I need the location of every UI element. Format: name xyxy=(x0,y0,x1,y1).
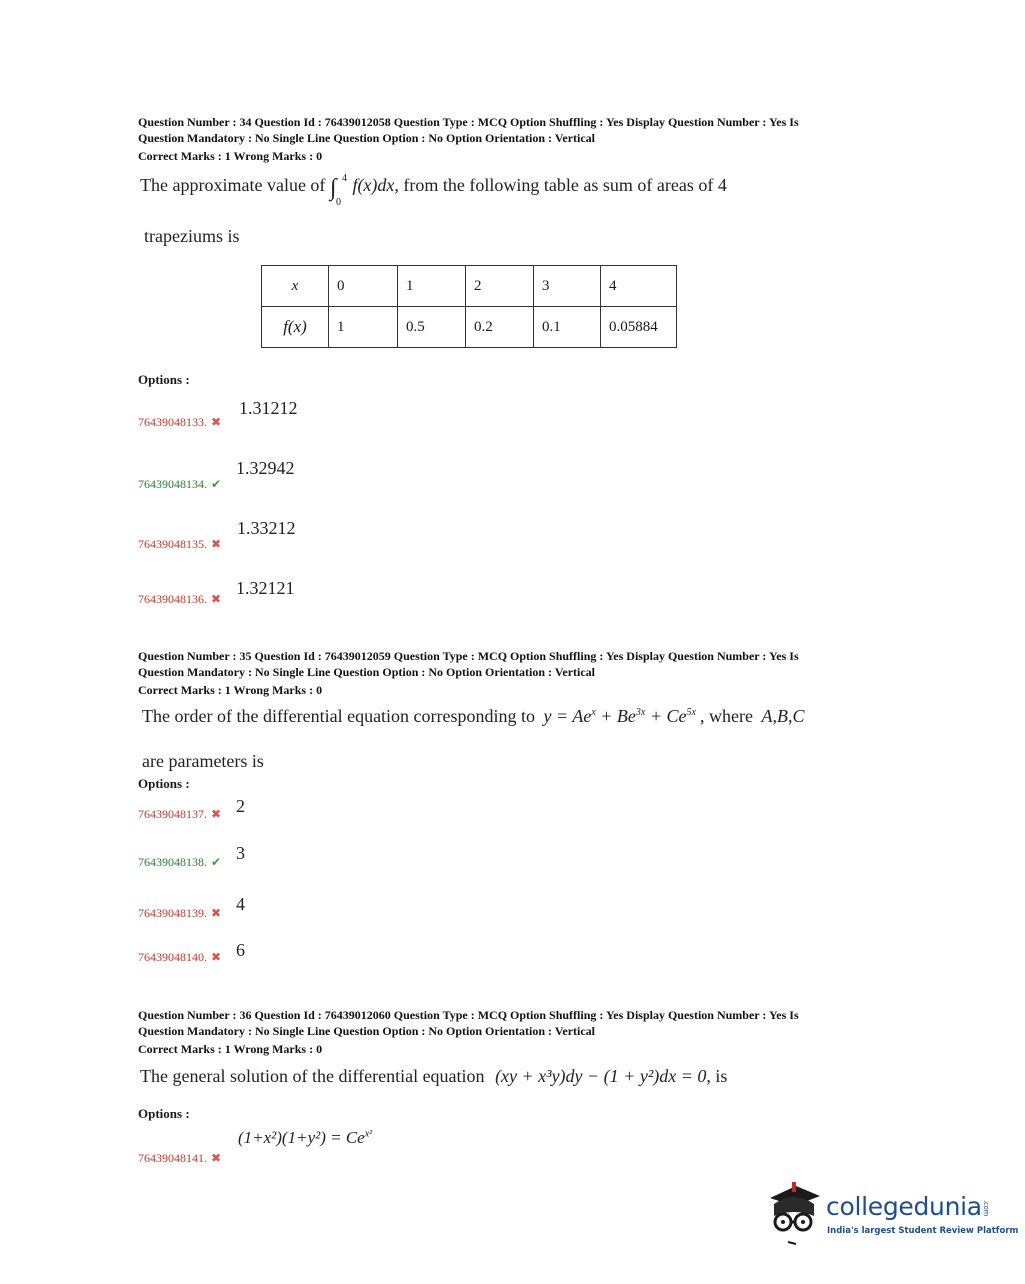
collegedunia-wordmark: collegedunia.com xyxy=(826,1192,990,1221)
q34-question-text xyxy=(140,173,727,208)
wrong-mark-icon: ✖ xyxy=(211,537,222,551)
table-row-x xyxy=(262,266,677,307)
option-id: 76439048133. xyxy=(138,415,207,429)
q36-meta-line2: Question Mandatory : No Single Line Question Option : No Option Orientation : Vertical xyxy=(138,1024,596,1038)
q35-question-text xyxy=(142,706,804,727)
q35-params: A,B,C xyxy=(761,706,805,726)
option-id: 76439048139. xyxy=(138,906,207,920)
q36-option-1-value: $(1+x^2)(1+y^2) = Ce^{x^2}$ xyxy=(238,1128,373,1147)
table-cell: 0.1 xyxy=(534,307,601,348)
table-cell: 2 xyxy=(466,266,534,307)
table-cell: 1 xyxy=(329,307,398,348)
table-cell: 4 xyxy=(601,266,677,307)
table-cell: 1 xyxy=(398,266,466,307)
q34-option-2-value: 1.32942 xyxy=(236,458,295,478)
table-cell: 0.05884 xyxy=(601,307,677,348)
q36-question-text xyxy=(140,1066,727,1087)
q34-text-suffix: , from the following table as sum of areas of 4 xyxy=(394,175,727,195)
q34-meta-line3: Correct Marks : 1 Wrong Marks : 0 xyxy=(138,149,323,163)
q35-option-1-value: 2 xyxy=(236,796,245,816)
q34-option-1-value: 1.31212 xyxy=(239,398,298,418)
q34-meta-line1: Question Number : 34 Question Id : 76439012058 Question Type : MCQ Option Shuffling : Yes Display Question Number : Yes Is xyxy=(138,115,799,129)
q34-option-4[interactable] xyxy=(138,592,221,607)
q35-options-label: Options : xyxy=(138,776,190,791)
q36-meta-line1: Question Number : 36 Question Id : 76439012060 Question Type : MCQ Option Shuffling : Yes Display Question Number : Yes Is xyxy=(138,1008,799,1022)
table-cell: 0 xyxy=(329,266,398,307)
q34-meta xyxy=(138,114,799,164)
option-id: 76439048138. xyxy=(138,855,207,869)
table-cell: 0.2 xyxy=(466,307,534,348)
q35-option-1[interactable] xyxy=(138,807,221,822)
wrong-mark-icon: ✖ xyxy=(211,415,222,429)
option-id: 76439048140. xyxy=(138,950,207,964)
table-cell: x xyxy=(262,266,329,307)
q34-meta-line2: Question Mandatory : No Single Line Question Option : No Option Orientation : Vertical xyxy=(138,131,596,145)
q35-equation: $y = Ae^x + Be^{3x} + Ce^{5x}$ xyxy=(543,706,696,726)
q36-meta-line3: Correct Marks : 1 Wrong Marks : 0 xyxy=(138,1042,323,1056)
q34-text-line2: trapeziums is xyxy=(144,226,240,246)
q35-meta xyxy=(138,648,799,698)
wrong-mark-icon: ✖ xyxy=(211,906,222,920)
table-cell: 3 xyxy=(534,266,601,307)
q35-option-2[interactable] xyxy=(138,855,221,870)
q35-option-4-value: 6 xyxy=(236,940,245,960)
q34-option-1[interactable] xyxy=(138,415,221,430)
q34-data-table xyxy=(261,265,677,348)
option-id: 76439048134. xyxy=(138,477,207,491)
table-cell: 0.5 xyxy=(398,307,466,348)
q34-option-3[interactable] xyxy=(138,537,221,552)
q34-option-4-value: 1.32121 xyxy=(236,578,295,598)
wrong-mark-icon: ✖ xyxy=(211,1151,222,1165)
collegedunia-mascot-logo xyxy=(766,1178,822,1248)
integral-sign: ∫ 4 0 xyxy=(329,173,347,208)
collegedunia-tagline: India's largest Student Review Platform xyxy=(827,1226,1019,1236)
option-id: 76439048137. xyxy=(138,807,207,821)
q35-option-3-value: 4 xyxy=(236,894,245,914)
q36-meta xyxy=(138,1007,799,1057)
option-id: 76439048136. xyxy=(138,592,207,606)
q35-meta-line3: Correct Marks : 1 Wrong Marks : 0 xyxy=(138,683,323,697)
option-id: 76439048141. xyxy=(138,1151,207,1165)
check-mark-icon: ✔ xyxy=(211,477,222,491)
q35-text-suffix: , where xyxy=(699,706,753,726)
q35-meta-line2: Question Mandatory : No Single Line Question Option : No Option Orientation : Vertical xyxy=(138,665,596,679)
q35-option-2-value: 3 xyxy=(236,843,245,863)
table-cell: f(x) xyxy=(262,307,329,348)
q34-options-label: Options : xyxy=(138,372,190,387)
q35-option-3[interactable] xyxy=(138,906,221,921)
q36-text-prefix: The general solution of the differential equation xyxy=(140,1066,485,1086)
q36-options-label: Options : xyxy=(138,1106,190,1121)
wrong-mark-icon: ✖ xyxy=(211,592,222,606)
q34-option-2[interactable] xyxy=(138,477,221,492)
q36-equation: (xy + x³y)dy − (1 + y²)dx = 0 xyxy=(495,1066,707,1086)
q36-option-1[interactable] xyxy=(138,1151,221,1166)
table-row-fx xyxy=(262,307,677,348)
q35-meta-line1: Question Number : 35 Question Id : 76439012059 Question Type : MCQ Option Shuffling : Yes Display Question Number : Yes Is xyxy=(138,649,799,663)
q34-integrand: f(x)dx xyxy=(352,175,395,195)
check-mark-icon: ✔ xyxy=(211,855,222,869)
q36-text-suffix: , is xyxy=(706,1066,728,1086)
option-id: 76439048135. xyxy=(138,537,207,551)
wrong-mark-icon: ✖ xyxy=(211,807,222,821)
q34-option-3-value: 1.33212 xyxy=(237,518,296,538)
q35-option-4[interactable] xyxy=(138,950,221,965)
q35-text-prefix: The order of the differential equation corresponding to xyxy=(142,706,536,726)
q35-text-line2: are parameters is xyxy=(142,751,264,771)
wrong-mark-icon: ✖ xyxy=(211,950,222,964)
q34-text-prefix: The approximate value of xyxy=(140,175,326,195)
